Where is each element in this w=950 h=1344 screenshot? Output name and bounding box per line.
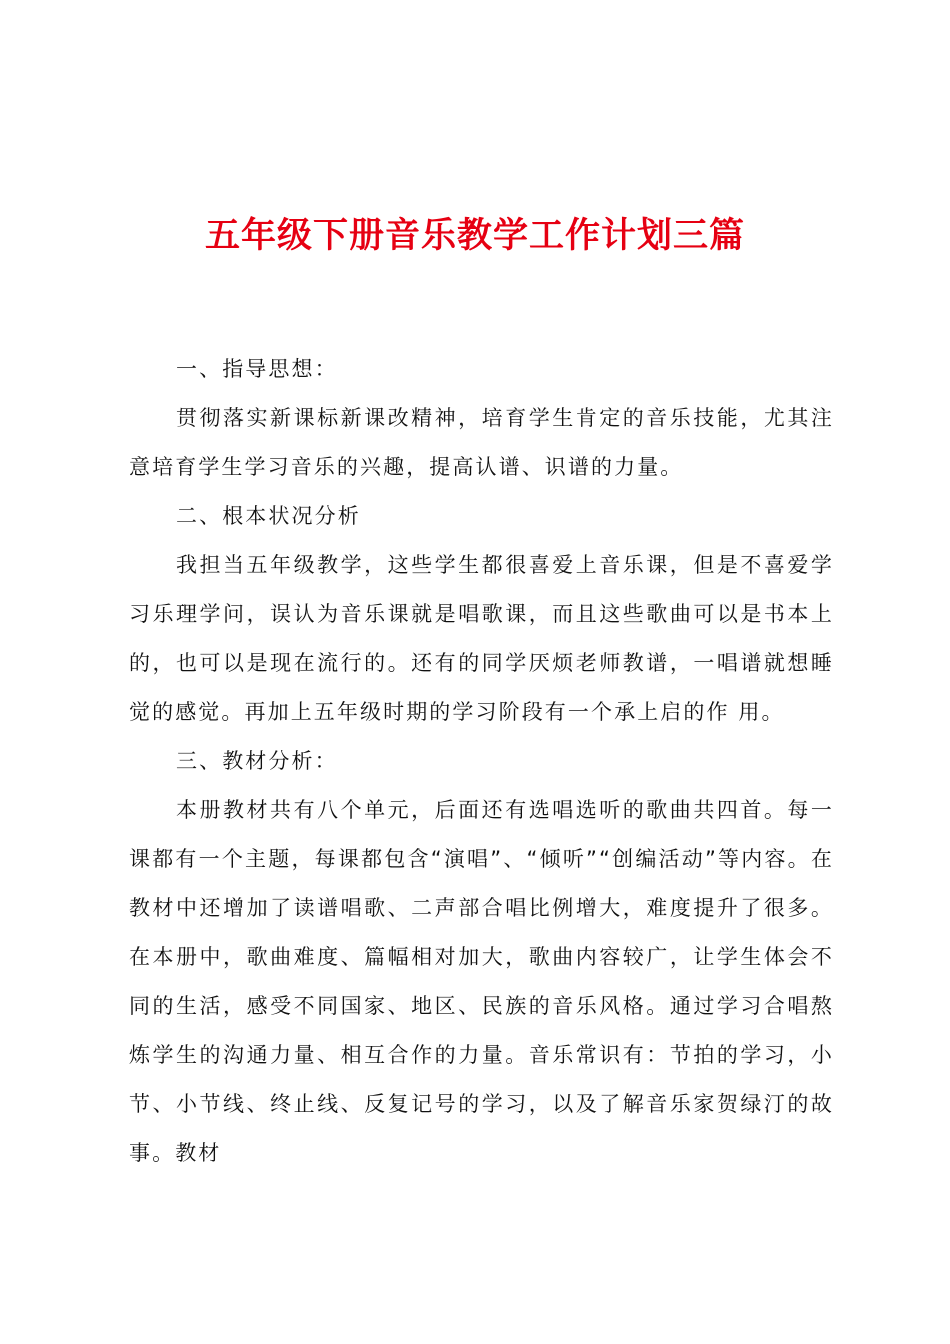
section-paragraph-guiding-ideology: 贯彻落实新课标新课改精神，培育学生肯定的音乐技能，尤其注意培育学生学习音乐的兴趣，提高认谱、识谱的力量。 (129, 406, 834, 479)
section-paragraph-situation-analysis: 我担当五年级教学，这些学生都很喜爱上音乐课，但是不喜爱学习乐理学问，误认为音乐课就是唱歌课，而且这些歌曲可以是书本上的，也可以是现在流行的。还有的同学厌烦老师教谱，一唱谱就想睡觉的感觉。再加上五年级时期的学习阶段有一个承上启的作 用。 (129, 553, 834, 724)
section-heading-textbook-analysis: 三、教材分析： (176, 749, 338, 773)
page-title: 五年级下册音乐教学工作计划三篇 (204, 215, 745, 256)
document-body (129, 345, 834, 1178)
section-heading-situation-analysis: 二、根本状况分析 (176, 504, 361, 528)
section-paragraph-textbook-analysis: 本册教材共有八个单元，后面还有选唱选听的歌曲共四首。每一课都有一个主题，每课都包含“演唱”、“倾听”“创编活动”等内容。在教材中还增加了读谱唱歌、二声部合唱比例增大，难度提升了很多。在本册中，歌曲难度、篇幅相对加大，歌曲内容较广，让学生体会不同的生活，感受不同国家、地区、民族的音乐风格。通过学习合唱熬炼学生的沟通力量、相互合作的力量。音乐常识有：节拍的学习，小节、小节线、终止线、反复记号的学习，以及了解音乐家贺绿汀的故事。教材 (129, 798, 834, 1165)
section-heading-guiding-ideology: 一、指导思想： (176, 357, 338, 381)
